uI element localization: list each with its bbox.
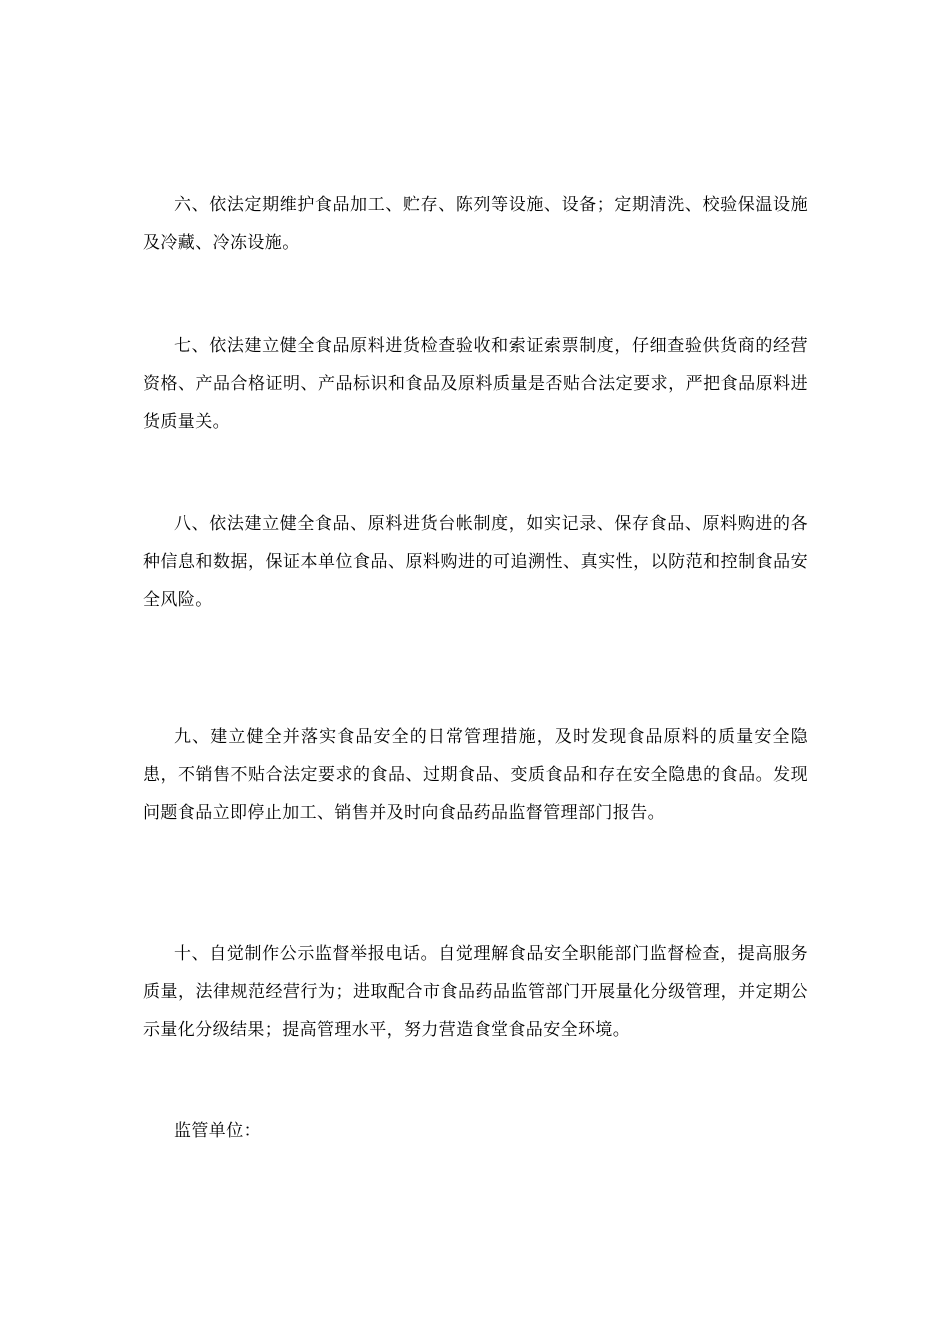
- paragraph-item-7: 七、依法建立健全食品原料进货检查验收和索证索票制度，仔细查验供货商的经营资格、产品合格证明、产品标识和食品及原料质量是否贴合法定要求，严把食品原料进货质量关。: [143, 336, 808, 432]
- paragraph-item-6: 六、依法定期维护食品加工、贮存、陈列等设施、设备；定期清洗、校验保温设施及冷藏、冷冻设施。: [143, 195, 808, 253]
- paragraph-item-9: 九、建立健全并落实食品安全的日常管理措施，及时发现食品原料的质量安全隐患，不销售不贴合法定要求的食品、过期食品、变质食品和存在安全隐患的食品。发现问题食品立即停止加工、销售并及时向食品药品监督管理部门报告。: [143, 727, 808, 823]
- supervising-unit-label: 监管单位：: [174, 1121, 261, 1141]
- paragraph-item-10: 十、自觉制作公示监督举报电话。自觉理解食品安全职能部门监督检查，提高服务质量，法律规范经营行为；进取配合市食品药品监管部门开展量化分级管理，并定期公示量化分级结果；提高管理水平，努力营造食堂食品安全环境。: [143, 944, 808, 1040]
- paragraph-item-8: 八、依法建立健全食品、原料进货台帐制度，如实记录、保存食品、原料购进的各种信息和数据，保证本单位食品、原料购进的可追溯性、真实性，以防范和控制食品安全风险。: [143, 514, 808, 610]
